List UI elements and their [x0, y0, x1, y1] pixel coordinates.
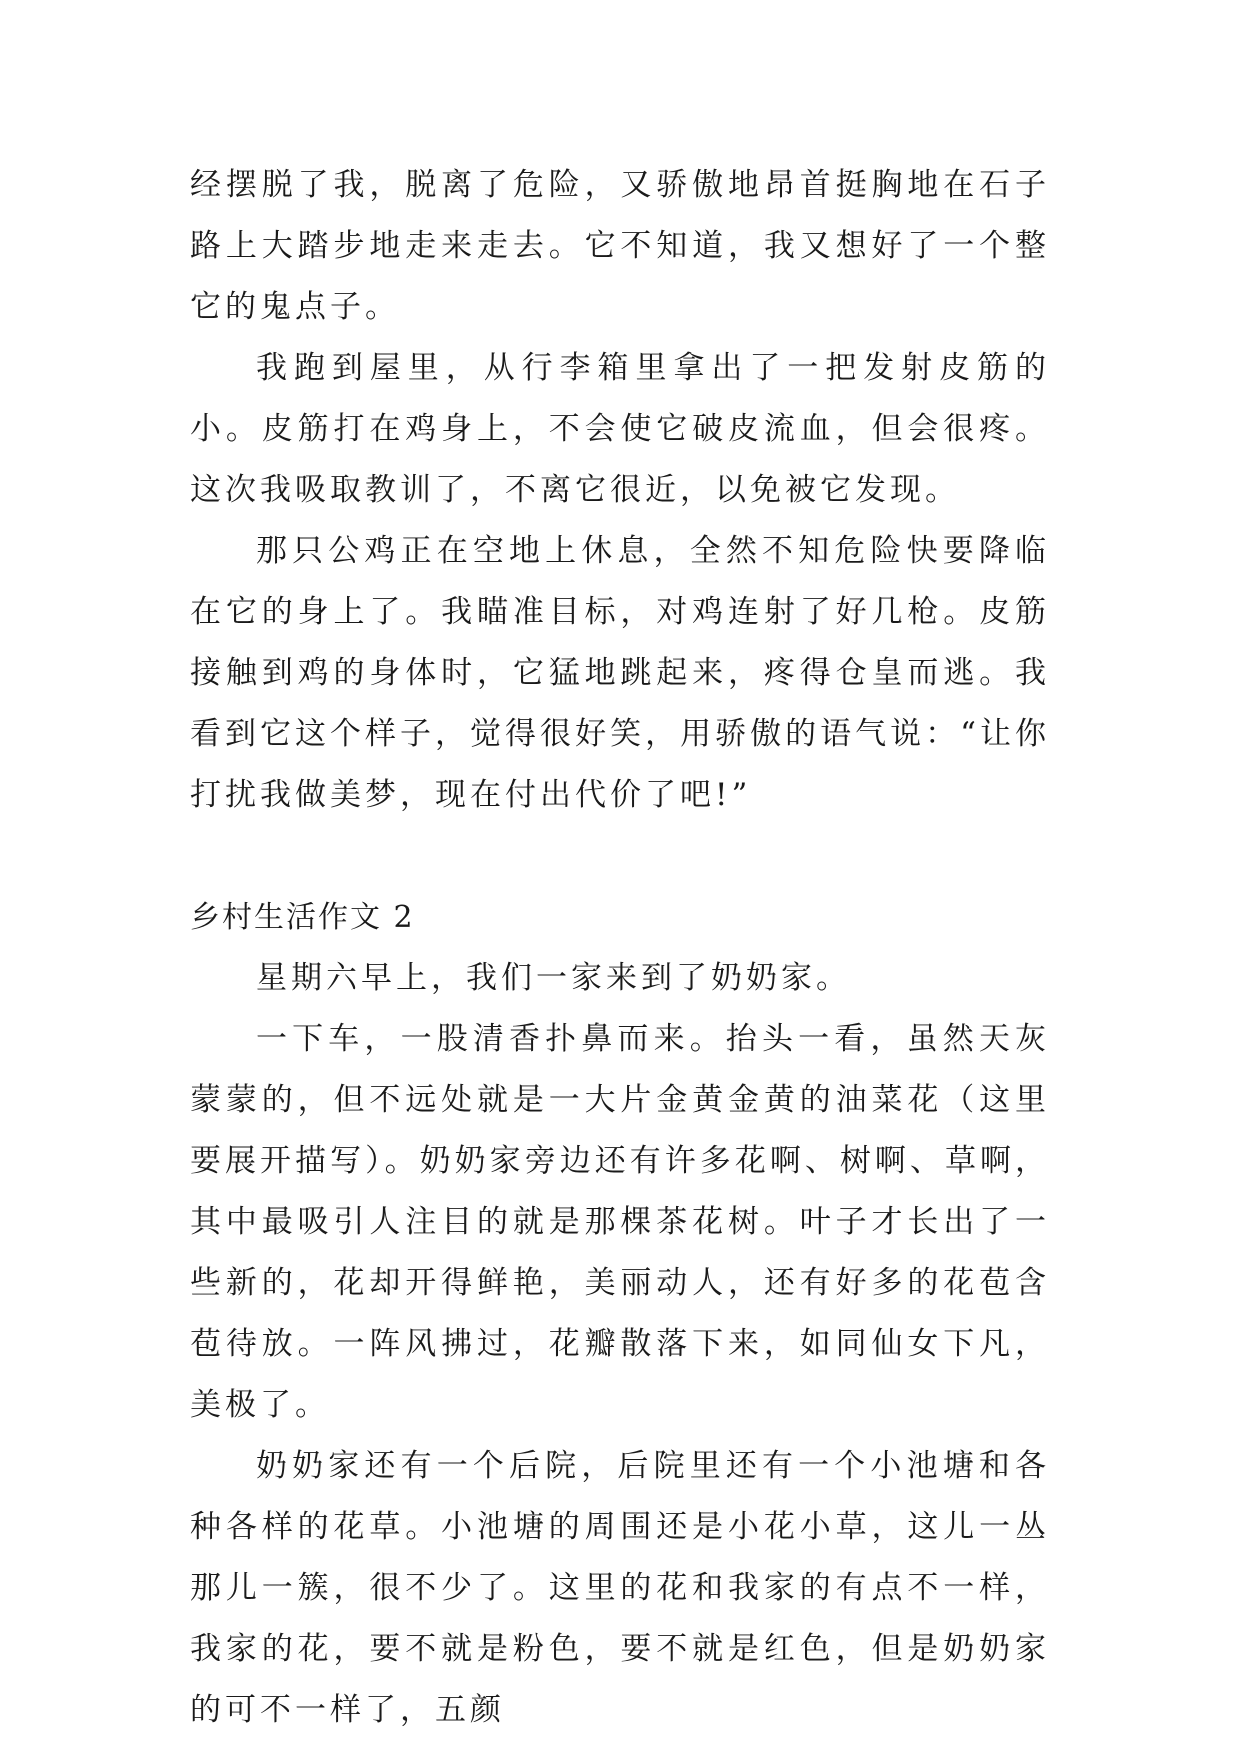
paragraph-6: 奶奶家还有一个后院，后院里还有一个小池塘和各种各样的花草。小池塘的周围还是小花小草，这儿一丛那儿一簇，很不少了。这里的花和我家的有点不一样，我家的花，要不就是粉色，要不就是红色，但是奶奶家的可不一样了，五颜 — [190, 1448, 1050, 1728]
paragraph-1: 经摆脱了我，脱离了危险，又骄傲地昂首挺胸地在石子路上大踏步地走来走去。它不知道，我又想好了一个整它的鬼点子。 — [190, 167, 1050, 325]
paragraph-5: 一下车，一股清香扑鼻而来。抬头一看，虽然天灰蒙蒙的，但不远处就是一大片金黄金黄的油菜花（这里要展开描写）。奶奶家旁边还有许多花啊、树啊、草啊，其中最吸引人注目的就是那棵茶花树。叶子才长出了一些新的，花却开得鲜艳，美丽动人，还有好多的花苞含苞待放。一阵风拂过，花瓣散落下来，如同仙女下凡，美极了。 — [190, 1021, 1050, 1423]
section-heading: 乡村生活作文 2 — [190, 900, 415, 935]
paragraph-4: 星期六早上，我们一家来到了奶奶家。 — [256, 960, 851, 996]
paragraph-2: 我跑到屋里，从行李箱里拿出了一把发射皮筋的小。皮筋打在鸡身上，不会使它破皮流血，但会很疼。这次我吸取教训了，不离它很近，以免被它发现。 — [190, 350, 1050, 508]
document-body — [190, 155, 1050, 1741]
paragraph-3: 那只公鸡正在空地上休息，全然不知危险快要降临在它的身上了。我瞄准目标，对鸡连射了好几枪。皮筋接触到鸡的身体时，它猛地跳起来，疼得仓皇而逃。我看到它这个样子，觉得很好笑，用骄傲的语气说：“让你打扰我做美梦，现在付出代价了吧!” — [190, 533, 1050, 813]
section-spacer — [190, 826, 1050, 887]
